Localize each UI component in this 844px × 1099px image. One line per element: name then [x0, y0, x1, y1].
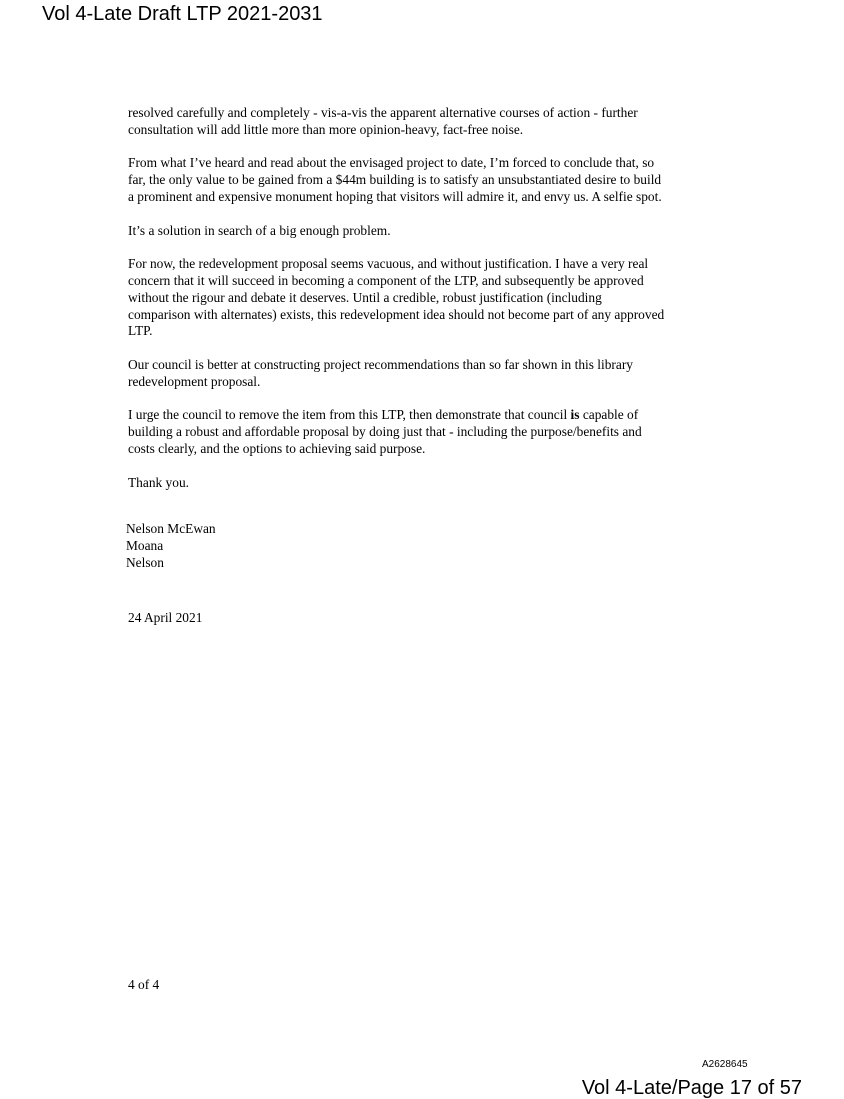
text-line: redevelopment proposal. — [128, 373, 261, 389]
text-line: without the rigour and debate it deserves. Until a credible, robust justification (including — [128, 289, 602, 305]
text-line: From what I’ve heard and read about the envisaged project to date, I’m forced to conclude that, so — [128, 155, 655, 171]
letter-date: 24 April 2021 — [128, 610, 203, 625]
signatory-suburb: Moana — [126, 537, 164, 553]
text-line: building a robust and affordable proposal by doing just that - including the purpose/benefits and — [128, 424, 642, 440]
page-footer-label: Vol 4-Late/Page 17 of 57 — [581, 1077, 802, 1099]
paragraph-2 — [128, 155, 728, 205]
text-fragment: capable of — [579, 407, 639, 423]
emphasis-text: is — [570, 407, 580, 423]
text-line: It’s a solution in search of a big enough problem. — [128, 222, 391, 238]
paragraph-5 — [128, 357, 728, 391]
paragraph-6 — [128, 407, 728, 457]
text-line: For now, the redevelopment proposal seems vacuous, and without justification. I have a very real — [128, 256, 649, 272]
signatory-city: Nelson — [126, 554, 164, 570]
text-line: comparison with alternates) exists, this redevelopment idea should not become part of any approved — [128, 306, 665, 322]
signatory-name: Nelson McEwan — [126, 521, 216, 536]
closing-line: Thank you. — [128, 474, 189, 490]
document-title: Vol 4-Late Draft LTP 2021-2031 — [42, 3, 323, 25]
paragraph-4 — [128, 256, 728, 340]
text-line: resolved carefully and completely - vis-a-vis the apparent alternative courses of action - further — [128, 105, 638, 120]
text-line: LTP. — [128, 323, 153, 339]
text-line: consultation will add little more than more opinion-heavy, fact-free noise. — [128, 121, 524, 137]
text-fragment: I urge the council to remove the item from this LTP, then demonstrate that council — [128, 407, 571, 423]
document-reference: A2628645 — [702, 1059, 748, 1070]
text-line: costs clearly, and the options to achieving said purpose. — [128, 440, 426, 456]
text-line: concern that it will succeed in becoming a component of the LTP, and subsequently be approved — [128, 272, 644, 288]
paragraph-3 — [128, 223, 728, 240]
letter-body — [128, 105, 728, 508]
page-count: 4 of 4 — [128, 977, 160, 992]
text-line: far, the only value to be gained from a $44m building is to satisfy an unsubstantiated desire to build — [128, 172, 662, 188]
text-line — [128, 407, 728, 424]
text-line: a prominent and expensive monument hoping that visitors will admire it, and envy us. A selfie spot. — [128, 188, 662, 204]
signature-block — [126, 521, 216, 571]
paragraph-1 — [128, 105, 728, 139]
text-line: Our council is better at constructing project recommendations than so far shown in this library — [128, 356, 633, 372]
